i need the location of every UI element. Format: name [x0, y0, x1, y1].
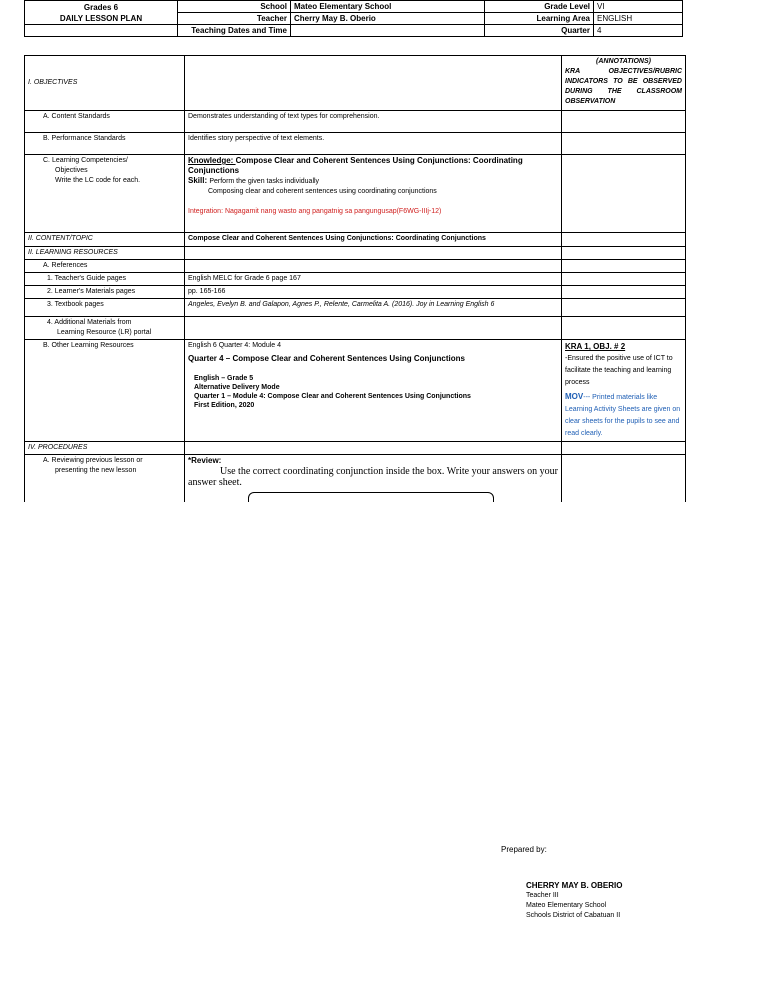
teachers-guide-value: English MELC for Grade 6 page 167 — [185, 273, 562, 286]
competencies-value-cell — [185, 155, 562, 233]
review-step-label: A. Reviewing previous lesson or — [43, 457, 143, 464]
objectives-heading: I. OBJECTIVES — [25, 56, 185, 111]
review-instruction: Use the correct coordinating conjunction inside the box. Write your answers on your answer sheet. — [188, 466, 558, 488]
school-label: School — [178, 1, 291, 13]
skill-detail: Composing clear and coherent sentences using coordinating conjunctions — [208, 188, 437, 195]
other-resources-label: B. Other Learning Resources — [25, 340, 185, 442]
kra-annotation-cell — [562, 340, 686, 442]
learning-area-value: ENGLISH — [594, 13, 683, 25]
competencies-label-2: Objectives — [55, 167, 88, 174]
objectives-row — [25, 56, 686, 111]
teachers-guide-label: 1. Teacher's Guide pages — [25, 273, 185, 286]
content-topic-heading: II. CONTENT/TOPIC — [25, 233, 185, 247]
dates-label: Teaching Dates and Time — [178, 25, 291, 37]
module-info — [194, 374, 558, 410]
other-resources-cell — [185, 340, 562, 442]
other-resources-row — [25, 340, 686, 442]
learning-area-label: Learning Area — [485, 13, 594, 25]
procedures-heading: IV. PROCEDURES — [25, 442, 185, 455]
performance-standards-label: B. Performance Standards — [25, 133, 185, 155]
review-label: *Review: — [188, 456, 222, 465]
grades-label: Grades 6 — [83, 2, 119, 12]
mov-label: MOV — [565, 392, 584, 401]
textbook-value: Angeles, Evelyn B. and Galapon, Agnes P., Relente, Carmelita A. (2016). Joy in Learning English 6 — [185, 299, 562, 317]
skill-label: Skill: — [188, 176, 210, 185]
annotation-rest: INDICATORS TO BE OBSERVED DURING THE CLASSROOM OBSERVATION — [565, 78, 682, 105]
annotation-kra: KRA — [565, 68, 580, 75]
page-cutoff — [0, 502, 768, 1006]
module-line-3: Quarter 1 – Module 4: Compose Clear and Coherent Sentences Using Conjunctions — [194, 393, 471, 400]
content-standards-label: A. Content Standards — [25, 111, 185, 133]
competencies-label-cell — [25, 155, 185, 233]
teacher-value: Cherry May B. Oberio — [291, 13, 485, 25]
preparer-position: Teacher III — [526, 892, 559, 899]
integration-text: Integration: Nagagamit nang wasto ang pangatnig sa pangungusap(F6WG-IIIj-12) — [188, 208, 442, 215]
dates-value — [291, 25, 485, 37]
annotation-title: (ANNOTATIONS) — [596, 58, 651, 65]
annotations-header — [562, 56, 686, 111]
teachers-guide-row — [25, 273, 686, 286]
annotation-rubric: OBJECTIVES/RUBRIC — [608, 68, 682, 75]
knowledge-label: Knowledge: — [188, 156, 236, 165]
quarter-label: Quarter — [485, 25, 594, 37]
module-line-4: First Edition, 2020 — [194, 402, 255, 409]
teacher-label: Teacher — [178, 13, 291, 25]
module-line-2: Alternative Delivery Mode — [194, 384, 280, 391]
additional-materials-label-2: Learning Resource (LR) portal — [57, 329, 152, 336]
procedures-row — [25, 442, 686, 455]
learners-materials-row — [25, 286, 686, 299]
other-resources-line-2: Quarter 4 – Compose Clear and Coherent Sentences Using Conjunctions — [188, 354, 465, 363]
prepared-by: Prepared by: — [501, 845, 547, 854]
kra-text: -Ensured the positive use of ICT to facilitate the teaching and learning process — [565, 355, 673, 386]
textbook-row — [25, 299, 686, 317]
grade-level-label: Grade Level — [485, 1, 594, 13]
skill-value: Perform the given tasks individually — [209, 178, 320, 185]
content-standards-row — [25, 111, 686, 133]
lesson-plan-table — [24, 55, 686, 535]
blank-cell — [25, 25, 178, 37]
objectives-blank — [185, 56, 562, 111]
module-line-1: English – Grade 5 — [194, 375, 254, 382]
additional-materials-row — [25, 317, 686, 340]
content-standards-value: Demonstrates understanding of text types for comprehension. — [185, 111, 562, 133]
knowledge-value: Compose Clear and Coherent Sentences Using Conjunctions: Coordinating Conjunctions — [188, 156, 523, 175]
performance-standards-value: Identifies story perspective of text elements. — [185, 133, 562, 155]
competencies-label: C. Learning Competencies/ — [43, 157, 128, 164]
review-step-label-2: presenting the new lesson — [55, 467, 137, 474]
content-topic-row — [25, 233, 686, 247]
header-title-cell — [25, 1, 178, 25]
competencies-label-3: Write the LC code for each. — [55, 177, 141, 184]
content-topic-value: Compose Clear and Coherent Sentences Using Conjunctions: Coordinating Conjunctions — [185, 233, 562, 247]
header-table — [24, 0, 683, 37]
kra-title: KRA 1, OBJ. # 2 — [565, 342, 626, 351]
mov-text: --- Printed materials like Learning Activity Sheets are given on clear sheets for the pupils to see and read clearly. — [565, 394, 681, 437]
learners-materials-label: 2. Learner's Materials pages — [25, 286, 185, 299]
references-label: A. References — [25, 260, 185, 273]
learning-resources-heading: II. LEARNING RESOURCES — [25, 247, 185, 260]
additional-materials-cell — [25, 317, 185, 340]
grade-level-value: VI — [594, 1, 683, 13]
references-row — [25, 260, 686, 273]
textbook-label: 3. Textbook pages — [25, 299, 185, 317]
quarter-value: 4 — [594, 25, 683, 37]
other-resources-line-1: English 6 Quarter 4: Module 4 — [188, 342, 281, 349]
additional-materials-label: 4. Additional Materials from — [47, 319, 132, 326]
plan-title: DAILY LESSON PLAN — [59, 13, 143, 23]
preparer-district: Schools District of Cabatuan II — [526, 912, 621, 919]
school-value: Mateo Elementary School — [291, 1, 485, 13]
learners-materials-value: pp. 165-166 — [185, 286, 562, 299]
preparer-school: Mateo Elementary School — [526, 902, 607, 909]
preparer-name: CHERRY MAY B. OBERIO — [526, 881, 623, 890]
learning-resources-row — [25, 247, 686, 260]
signature-block — [526, 881, 622, 921]
competencies-row — [25, 155, 686, 233]
performance-standards-row — [25, 133, 686, 155]
